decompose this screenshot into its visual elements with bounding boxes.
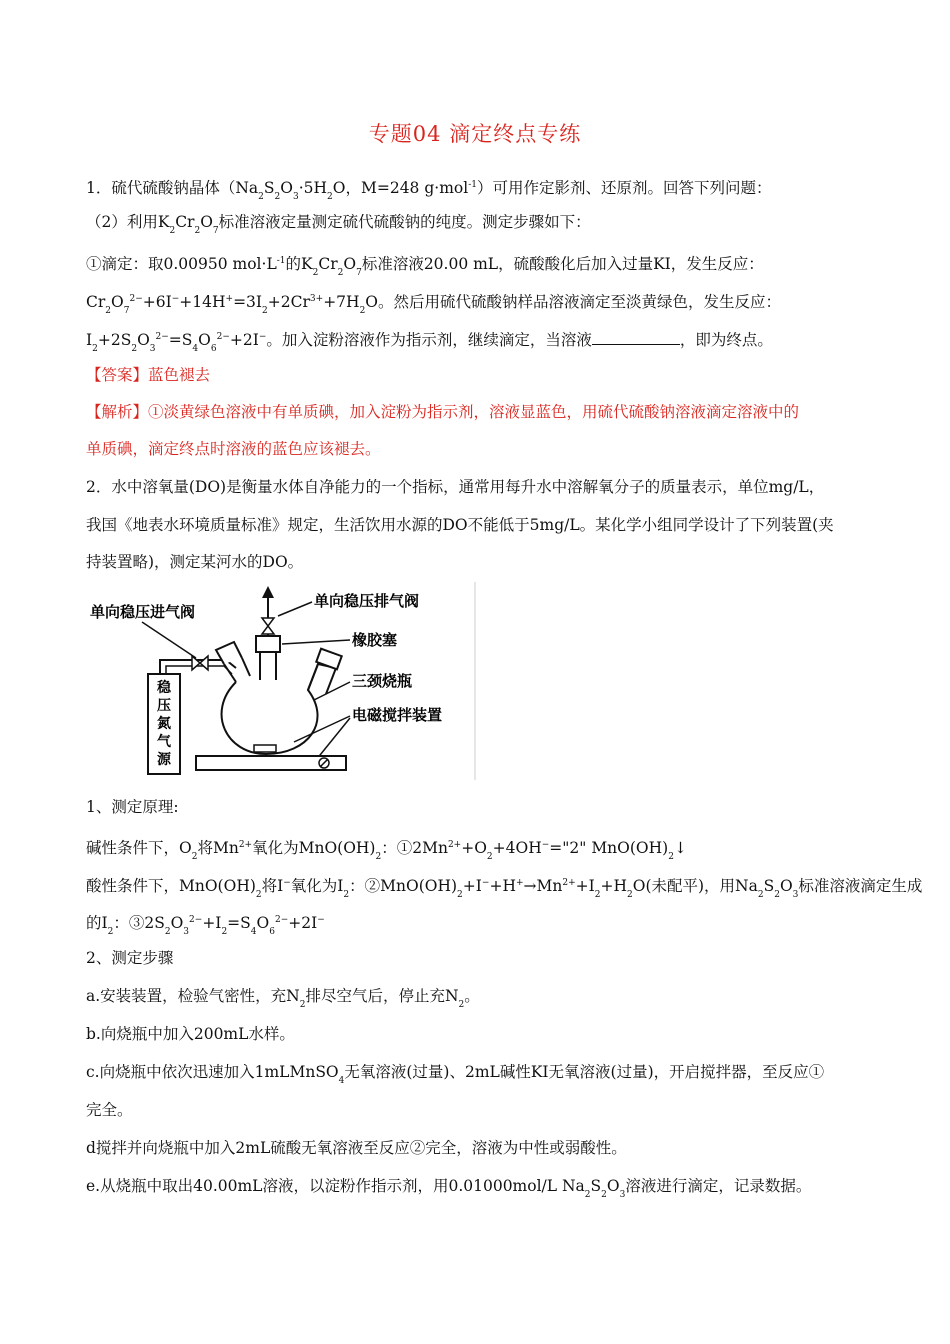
q2-para-line3: 持装置略)，测定某河水的DO。	[86, 553, 304, 571]
outlet-valve-icon	[262, 618, 274, 634]
center-stopper	[256, 636, 280, 652]
inlet-valve-icon	[192, 656, 208, 670]
n2-char-4: 气	[157, 734, 171, 750]
n2-char-1: 稳	[157, 680, 171, 696]
stir-bar	[254, 745, 276, 752]
step-d: d搅拌并向烧瓶中加入2mL硫酸无氧溶液至反应②完全，溶液为中性或弱酸性。	[86, 1139, 627, 1157]
step-e: e.从烧瓶中取出40.00mL溶液，以淀粉作指示剂，用0.01000mol/L $Na_2S_2O_3$溶液进行滴定，记录数据。	[86, 1177, 812, 1200]
q2-para-line1: 2．水中溶氧量(DO)是衡量水体自净能力的一个指标，通常用每升水中溶解氧分子的质量表示，单位mg/L，	[86, 478, 825, 496]
label-outlet-valve: 单向稳压排气阀	[314, 592, 420, 610]
q1-analysis-line2: 单质碘，滴定终点时溶液的蓝色应该褪去。	[86, 440, 381, 458]
label-stopper: 橡胶塞	[352, 631, 398, 649]
q1-answer: 【答案】蓝色褪去	[86, 366, 211, 384]
q1-line4: $Cr_2O_7^{2-}+6I^-+14H^+=3I_2+2Cr^{3+}+7H_2O$。然后用硫代硫酸钠样品溶液滴定至淡黄绿色，发生反应：	[86, 293, 782, 316]
q1-line5: $I_2+2S_2O_3^{2-}=S_4O_6^{2-}+2I^-$。加入淀粉溶液作为指示剂，继续滴定，当溶液 ，即为终点。	[86, 331, 773, 354]
principle-line3: 的$I_2$：$③2S_2O_3^{2-}+I_2=S_4O_6^{2-}+2I^-$	[86, 914, 325, 937]
apparatus-diagram	[86, 582, 478, 782]
step-a: a.安装装置，检验气密性，充$N_2$排尽空气后，停止充$N_2$。	[86, 987, 480, 1010]
q1-line2: （2）利用$K_2Cr_2O_7$标准溶液定量测定硫代硫酸钠的纯度。测定步骤如下：	[86, 213, 591, 236]
q1-analysis-line1: 【解析】①淡黄绿色溶液中有单质碘，加入淀粉为指示剂，溶液显蓝色，用硫代硫酸钠溶液滴定溶液中的	[86, 403, 800, 421]
outlet-arrow-icon	[262, 586, 274, 598]
principle-line1: 碱性条件下，$O_2$将$Mn^{2+}$氧化为$MnO(OH)_2$：$①2Mn^{2+}+O_2+4OH^-="2$" $MnO(OH)_2↓$	[86, 839, 687, 862]
label-flask: 三颈烧瓶	[352, 672, 413, 690]
label-inlet-valve: 单向稳压进气阀	[90, 603, 196, 621]
label-stirrer: 电磁搅拌装置	[352, 706, 443, 724]
n2-char-2: 压	[157, 698, 171, 714]
step-c-line1: c.向烧瓶中依次迅速加入1mLMnSO$_4$无氧溶液(过量)、2mL碱性KI无氧溶液(过量)，开启搅拌器，至反应①	[86, 1063, 825, 1086]
steps-heading: 2、测定步骤	[86, 949, 174, 967]
flask-body	[222, 664, 318, 754]
q1-line1: 1．硫代硫酸钠晶体（$Na_2S_2O_3\cdot 5H_2O$，M=248 g·mol$^{-1}$）可用作定影剂、还原剂。回答下列问题：	[86, 179, 772, 202]
n2-char-3: 氮	[157, 716, 171, 732]
n2-char-5: 源	[157, 752, 171, 768]
answer-blank[interactable]	[592, 329, 680, 345]
q1-line3: ①滴定：取0.00950 $mol\cdot L^{-1}$的$K_2Cr_2O_7$标准溶液20.00 mL，硫酸酸化后加入过量KI，发生反应：	[86, 255, 764, 278]
step-c-line2: 完全。	[86, 1101, 133, 1119]
right-stopper	[316, 649, 341, 670]
page-title: 专题04 滴定终点专练	[368, 122, 582, 146]
q2-para-line2: 我国《地表水环境质量标准》规定，生活饮用水源的DO不能低于5mg/L。某化学小组同学设计了下列装置(夹	[86, 516, 834, 534]
principle-heading: 1、测定原理:	[86, 798, 179, 816]
principle-line2: 酸性条件下，$MnO(OH)_2$将I−氧化为$I_2$：$②MnO(OH)_2+I^-+H^+\to Mn^{2+}+I_2+H_2O$(未配平)，用$Na_2S_2O_3$标准溶液滴定生成	[86, 877, 923, 900]
step-b: b.向烧瓶中加入200mL水样。	[86, 1025, 295, 1043]
